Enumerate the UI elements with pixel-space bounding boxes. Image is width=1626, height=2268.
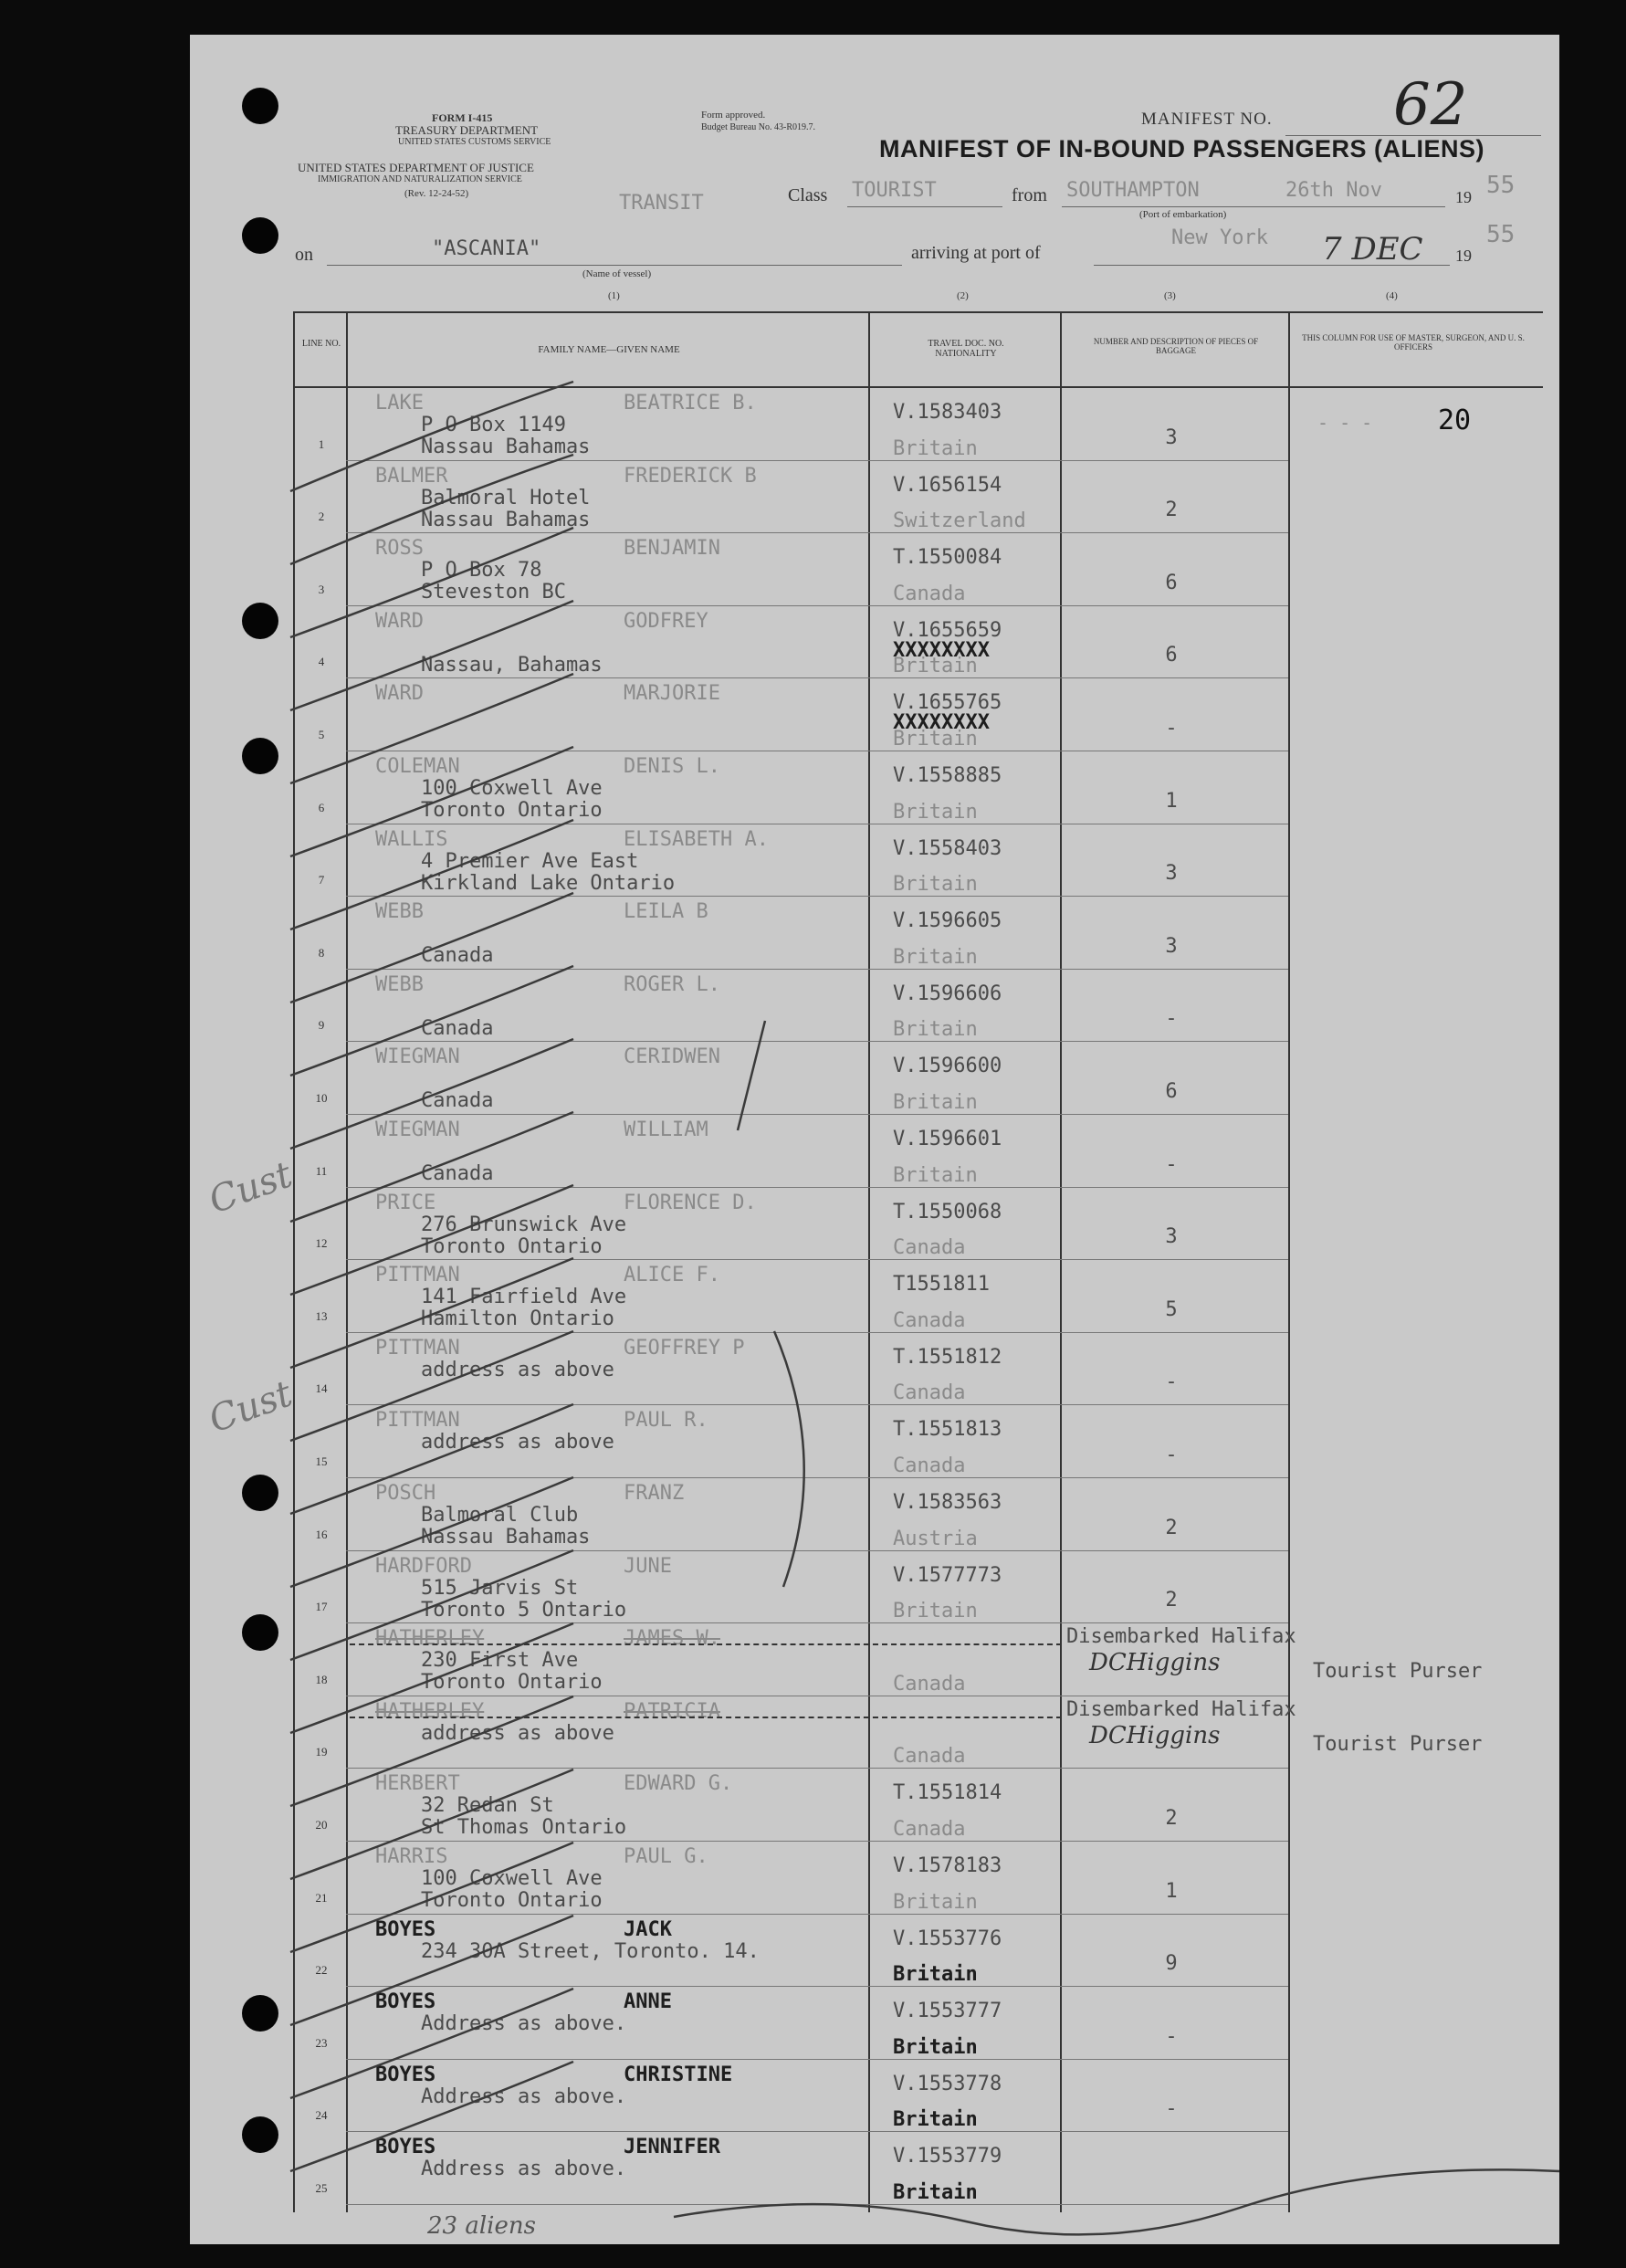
travel-doc-number: V.1596601 [893, 1128, 1002, 1150]
header-name: FAMILY NAME—GIVEN NAME [538, 344, 680, 355]
line-number: 4 [318, 655, 325, 669]
address-line-1: 515 Jarvis St [421, 1576, 579, 1600]
binder-hole [242, 2116, 278, 2153]
line-number: 23 [315, 2035, 328, 2050]
baggage-count: 2 [1165, 1516, 1178, 1539]
margin-note-1: Cust [203, 1153, 299, 1223]
address-line-2: St Thomas Ontario [421, 1816, 627, 1840]
family-name: LAKE [375, 392, 424, 415]
family-name: BOYES [375, 1990, 436, 2014]
travel-doc-number: V.1553778 [893, 2072, 1002, 2095]
vessel-caption: (Name of vessel) [582, 268, 652, 279]
line-number: 8 [318, 945, 325, 960]
col-num-4: (4) [1386, 290, 1398, 301]
travel-doc-number: V.1558885 [893, 764, 1002, 787]
table-row [295, 751, 1543, 824]
baggage-count: 9 [1165, 1952, 1178, 1976]
address-line-2: Canada [421, 1162, 494, 1185]
address-line-2: Nassau Bahamas [421, 1526, 591, 1549]
given-name: JUNE [624, 1554, 672, 1578]
given-name: GEOFFREY P [624, 1336, 745, 1360]
nationality: Britain [893, 1090, 978, 1114]
binder-hole [242, 603, 278, 639]
form-approved: Form approved. [701, 110, 766, 121]
travel-doc-number: V.1583563 [893, 1491, 1002, 1514]
travel-doc-number: V.1583403 [893, 401, 1002, 424]
col-num-3: (3) [1164, 290, 1176, 301]
year-prefix-2: 19 [1455, 247, 1472, 265]
table-row [295, 388, 1543, 461]
given-name: JACK [624, 1917, 672, 1941]
nationality: Britain [893, 1600, 978, 1623]
from-value: SOUTHAMPTON [1066, 179, 1200, 202]
table-row [295, 2060, 1543, 2133]
line-number: 15 [315, 1454, 328, 1468]
nationality: Canada [893, 1236, 966, 1260]
dashed-strike-line [350, 1717, 1062, 1718]
line-number: 14 [315, 1381, 328, 1396]
address-line-1: 276 Brunswick Ave [421, 1213, 627, 1236]
family-name: HARDFORD [375, 1554, 472, 1578]
baggage-count: 1 [1165, 1879, 1178, 1903]
nationality: Canada [893, 1454, 966, 1477]
given-name: PATRICIA [624, 1699, 720, 1723]
class-line [847, 206, 1002, 207]
address-line-2: Canada [421, 944, 494, 968]
purser-signature: DCHiggins [1089, 1649, 1221, 1677]
department-justice: UNITED STATES DEPARTMENT OF JUSTICE [298, 161, 534, 174]
baggage-count: 3 [1165, 934, 1178, 958]
table-row [295, 1987, 1543, 2060]
given-name: CHRISTINE [624, 2063, 733, 2086]
binder-hole [242, 738, 278, 774]
given-name: FLORENCE D. [624, 1191, 757, 1214]
table-row [295, 970, 1543, 1043]
address-line-1: 32 Redan St [421, 1794, 554, 1818]
travel-doc-number: V.1553777 [893, 2000, 1002, 2023]
travel-doc-number: T.1551814 [893, 1781, 1002, 1805]
table-row [295, 678, 1543, 751]
binder-hole [242, 1475, 278, 1511]
travel-doc-number: V.1553779 [893, 2145, 1002, 2168]
family-name: WIEGMAN [375, 1045, 460, 1069]
table-row [295, 1260, 1543, 1333]
from-line [1062, 206, 1445, 207]
line-number: 25 [315, 2180, 328, 2195]
port-embark-caption: (Port of embarkation) [1139, 209, 1227, 220]
nationality: Britain [893, 2035, 978, 2059]
baggage-count: 2 [1165, 1589, 1178, 1612]
cancelled-doc: XXXXXXXX [893, 711, 990, 735]
transit-label: TRANSIT [619, 192, 704, 215]
arrival-date: 7 DEC [1322, 231, 1423, 268]
table-row [295, 1623, 1543, 1696]
family-name: HARRIS [375, 1845, 448, 1868]
manifest-number-label: MANIFEST NO. [1141, 110, 1273, 129]
baggage-count: - [1165, 716, 1178, 740]
address-line-2: Nassau Bahamas [421, 508, 591, 531]
nationality: Britain [893, 945, 978, 969]
line-number: 5 [318, 727, 325, 741]
form-revision: (Rev. 12-24-52) [404, 188, 469, 199]
table-row [295, 533, 1543, 606]
nationality: Britain [893, 2108, 978, 2132]
footer-note: 23 aliens [427, 2212, 536, 2240]
baggage-count: - [1165, 1007, 1178, 1031]
address-line-1: Address as above. [421, 2158, 627, 2181]
family-name: COLEMAN [375, 755, 460, 778]
line-number: 3 [318, 582, 325, 596]
header-line-no: LINE NO. [301, 339, 341, 349]
table-row [295, 1842, 1543, 1915]
table-row [295, 1551, 1543, 1624]
address-line-2: Toronto 5 Ontario [421, 1598, 627, 1622]
address-line-2: Hamilton Ontario [421, 1307, 614, 1331]
nationality: Canada [893, 582, 966, 605]
nationality: Britain [893, 655, 978, 678]
baggage-count: 2 [1165, 499, 1178, 522]
cancelled-doc: XXXXXXXX [893, 638, 990, 662]
travel-doc-number: V.1596606 [893, 982, 1002, 1005]
family-name: WIEGMAN [375, 1118, 460, 1141]
travel-doc-number: T.1551812 [893, 1345, 1002, 1369]
family-name: BALMER [375, 464, 448, 488]
arrival-port: New York [1171, 226, 1268, 249]
family-name: HATHERLEY [375, 1627, 485, 1651]
nationality: Britain [893, 727, 978, 751]
nationality: Britain [893, 2180, 978, 2204]
purser-title: Tourist Purser [1313, 1660, 1483, 1684]
baggage-count: 6 [1165, 1079, 1178, 1103]
given-name: JENNIFER [624, 2136, 720, 2159]
nationality: Canada [893, 1745, 966, 1769]
address-line-2: Toronto Ontario [421, 1234, 603, 1258]
travel-doc-number: V.1655659 [893, 618, 1002, 642]
travel-doc-number: V.1656154 [893, 473, 1002, 497]
given-name: FREDERICK B [624, 464, 757, 488]
nationality: Canada [893, 1817, 966, 1841]
given-name: PAUL R. [624, 1409, 708, 1433]
address-line-1: 230 First Ave [421, 1649, 579, 1673]
line-number: 24 [315, 2108, 328, 2123]
line-number: 19 [315, 1745, 328, 1759]
class-value: TOURIST [852, 179, 937, 202]
baggage-count: - [1165, 2097, 1178, 2121]
family-name: BOYES [375, 2136, 436, 2159]
nationality: Austria [893, 1527, 978, 1550]
line-number: 21 [315, 1890, 328, 1905]
vessel-name: "ASCANIA" [432, 237, 541, 260]
table-row [295, 461, 1543, 534]
address-line-1: 234 30A Street, Toronto. 14. [421, 1939, 760, 1963]
table-row [295, 1333, 1543, 1406]
given-name: FRANZ [624, 1482, 685, 1505]
family-name: WEBB [375, 900, 424, 924]
manifest-title: MANIFEST OF IN-BOUND PASSENGERS (ALIENS) [879, 135, 1485, 163]
given-name: ALICE F. [624, 1264, 720, 1287]
given-name: BENJAMIN [624, 537, 720, 561]
family-name: WEBB [375, 972, 424, 996]
officer-dash: - - - [1317, 412, 1373, 434]
line-number: 2 [318, 509, 325, 524]
line-number: 22 [315, 1963, 328, 1978]
vessel-line [327, 265, 902, 266]
address-line-1: address as above [421, 1431, 614, 1454]
address-line-2: Steveston BC [421, 581, 566, 604]
baggage-count: - [1165, 1443, 1178, 1466]
table-row [295, 1915, 1543, 1988]
address-line-1: 100 Coxwell Ave [421, 1867, 603, 1890]
given-name: BEATRICE B. [624, 392, 757, 415]
header-officers: THIS COLUMN FOR USE OF MASTER, SURGEON, AND U. S. OFFICERS [1302, 333, 1525, 352]
line-number: 17 [315, 1600, 328, 1614]
class-label: Class [788, 185, 828, 205]
address-line-2: Toronto Ontario [421, 1889, 603, 1912]
baggage-count: 5 [1165, 1297, 1178, 1321]
address-line-1: P O Box 78 [421, 559, 542, 583]
address-line-2: Toronto Ontario [421, 1671, 603, 1695]
manifest-number: 62 [1393, 71, 1468, 139]
given-name: ROGER L. [624, 972, 720, 996]
family-name: PRICE [375, 1191, 436, 1214]
table-row [295, 1115, 1543, 1188]
baggage-count: 3 [1165, 1225, 1178, 1249]
address-line-1: address as above [421, 1358, 614, 1381]
family-name: WALLIS [375, 827, 448, 851]
family-name: BOYES [375, 1917, 436, 1941]
nationality: Britain [893, 1890, 978, 1914]
travel-doc-number: T.1550068 [893, 1200, 1002, 1223]
address-line-1: Balmoral Club [421, 1504, 579, 1527]
address-line-2: Toronto Ontario [421, 799, 603, 822]
address-line-1: Balmoral Hotel [421, 486, 591, 509]
header-baggage: NUMBER AND DESCRIPTION OF PIECES OF BAGGAGE [1093, 337, 1259, 355]
department-treasury: TREASURY DEPARTMENT [395, 123, 539, 137]
family-name: PITTMAN [375, 1264, 460, 1287]
address-line-1: 100 Coxwell Ave [421, 777, 603, 800]
baggage-count: 6 [1165, 644, 1178, 667]
address-line-2: Canada [421, 1016, 494, 1040]
family-name: HATHERLEY [375, 1699, 485, 1723]
line-number: 11 [315, 1163, 328, 1178]
col-num-2: (2) [957, 290, 969, 301]
from-label: from [1012, 185, 1047, 205]
travel-doc-number: T.1551813 [893, 1418, 1002, 1442]
dashed-strike-line [350, 1643, 1062, 1645]
line-number: 18 [315, 1672, 328, 1686]
embark-date: 26th Nov [1285, 179, 1382, 202]
family-name: BOYES [375, 2063, 436, 2086]
line-number: 6 [318, 800, 325, 814]
travel-doc-number: V.1577773 [893, 1563, 1002, 1587]
disembarked-note: Disembarked Halifax [1066, 1697, 1296, 1721]
given-name: DENIS L. [624, 755, 720, 778]
family-name: POSCH [375, 1482, 436, 1505]
baggage-count: 2 [1165, 1806, 1178, 1830]
year-2: 55 [1486, 221, 1516, 248]
nationality: Switzerland [893, 509, 1026, 533]
line-number: 1 [318, 436, 325, 451]
given-name: LEILA B [624, 900, 708, 924]
nationality: Britain [893, 436, 978, 460]
table-row [295, 1405, 1543, 1478]
baggage-count: 3 [1165, 425, 1178, 449]
table-row [295, 1042, 1543, 1115]
address-line-1: 4 Premier Ave East [421, 849, 639, 873]
line-number: 16 [315, 1527, 328, 1541]
col-num-1: (1) [608, 290, 620, 301]
travel-doc-number: V.1596600 [893, 1055, 1002, 1078]
nationality: Britain [893, 800, 978, 824]
line-number: 7 [318, 873, 325, 887]
given-name: ANNE [624, 1990, 672, 2014]
purser-title: Tourist Purser [1313, 1732, 1483, 1756]
table-row [295, 1478, 1543, 1551]
given-name: WILLIAM [624, 1118, 708, 1141]
margin-note-2: Cust [203, 1372, 299, 1442]
line-number: 10 [315, 1090, 328, 1105]
nationality: Britain [893, 1163, 978, 1187]
year-prefix-1: 19 [1455, 188, 1472, 206]
nationality: Canada [893, 1672, 966, 1696]
given-name: CERIDWEN [624, 1045, 720, 1069]
purser-signature: DCHiggins [1089, 1721, 1221, 1749]
table-row [295, 824, 1543, 898]
given-name: JAMES W. [624, 1627, 720, 1651]
header-travel-doc: TRAVEL DOC. NO. NATIONALITY [928, 339, 1004, 359]
year-1: 55 [1486, 172, 1516, 199]
baggage-count: - [1165, 2024, 1178, 2048]
address-line-1: Address as above. [421, 2084, 627, 2108]
officer-note: 20 [1438, 404, 1472, 436]
given-name: EDWARD G. [624, 1772, 733, 1796]
row-divider [346, 2204, 1288, 2205]
department-treasury-sub: UNITED STATES CUSTOMS SERVICE [398, 137, 551, 147]
table-row [295, 897, 1543, 970]
table-row [295, 606, 1543, 679]
table-row [295, 1188, 1543, 1261]
family-name: WARD [375, 609, 424, 633]
nationality: Britain [893, 873, 978, 897]
nationality: Britain [893, 1018, 978, 1042]
address-line-1: P O Box 1149 [421, 414, 566, 436]
address-line-2: Nassau, Bahamas [421, 653, 603, 677]
table-row [295, 1696, 1543, 1769]
address-line-2: Nassau Bahamas [421, 436, 591, 458]
manifest-table [293, 311, 1543, 2212]
nationality: Canada [893, 1381, 966, 1405]
given-name: MARJORIE [624, 682, 720, 706]
baggage-count: 1 [1165, 789, 1178, 813]
baggage-count: 6 [1165, 571, 1178, 594]
baggage-count: - [1165, 1152, 1178, 1176]
baggage-count: - [1165, 1370, 1178, 1394]
address-line-1: 141 Fairfield Ave [421, 1286, 627, 1309]
binder-hole [242, 1995, 278, 2032]
travel-doc-number: T.1550084 [893, 546, 1002, 570]
form-number: FORM I-415 [432, 111, 493, 124]
table-row [295, 2132, 1543, 2205]
address-line-1: address as above [421, 1721, 614, 1745]
on-label: on [295, 245, 313, 265]
nationality: Britain [893, 1963, 978, 1987]
line-number: 12 [315, 1236, 328, 1251]
family-name: ROSS [375, 537, 424, 561]
given-name: PAUL G. [624, 1845, 708, 1868]
family-name: WARD [375, 682, 424, 706]
line-number: 9 [318, 1018, 325, 1033]
binder-hole [242, 1614, 278, 1651]
nationality: Canada [893, 1308, 966, 1332]
line-number: 13 [315, 1308, 328, 1323]
line-number: 20 [315, 1817, 328, 1832]
table-row [295, 1769, 1543, 1842]
travel-doc-number: V.1553776 [893, 1927, 1002, 1950]
given-name: ELISABETH A. [624, 827, 769, 851]
address-line-2: Canada [421, 1089, 494, 1113]
address-line-1: Address as above. [421, 2012, 627, 2036]
family-name: PITTMAN [375, 1409, 460, 1433]
family-name: HERBERT [375, 1772, 460, 1796]
budget-bureau: Budget Bureau No. 43-R019.7. [701, 122, 815, 132]
manifest-page [190, 35, 1559, 2244]
baggage-count: 3 [1165, 862, 1178, 886]
department-justice-sub: IMMIGRATION AND NATURALIZATION SERVICE [318, 174, 522, 184]
binder-hole [242, 88, 278, 124]
travel-doc-number: V.1558403 [893, 836, 1002, 860]
travel-doc-number: V.1655765 [893, 691, 1002, 715]
travel-doc-number: V.1578183 [893, 1854, 1002, 1877]
address-line-2: Kirkland Lake Ontario [421, 871, 676, 895]
binder-hole [242, 217, 278, 254]
arriving-label: arriving at port of [911, 243, 1041, 263]
given-name: GODFREY [624, 609, 708, 633]
disembarked-note: Disembarked Halifax [1066, 1625, 1296, 1649]
travel-doc-number: T1551811 [893, 1273, 990, 1297]
travel-doc-number: V.1596605 [893, 909, 1002, 933]
family-name: PITTMAN [375, 1336, 460, 1360]
